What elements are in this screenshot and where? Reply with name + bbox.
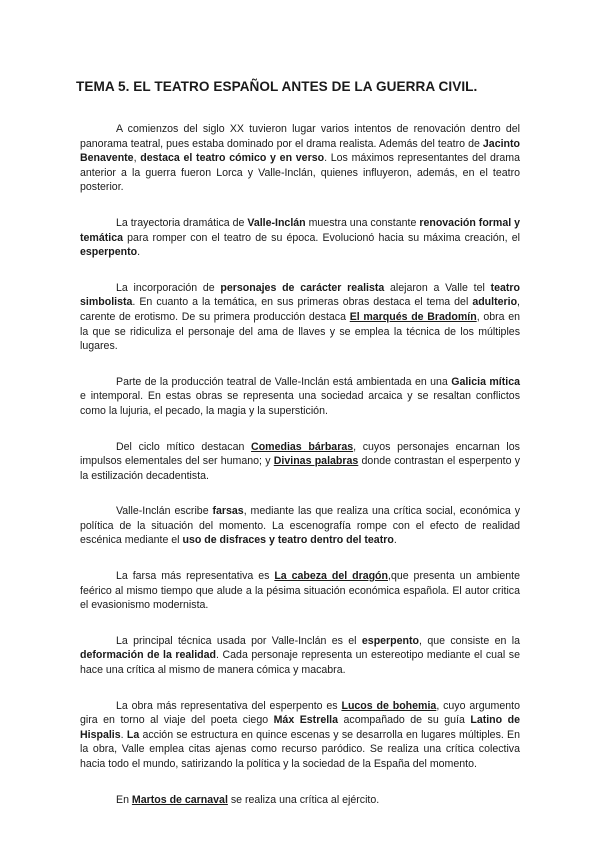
text-run: acompañado de su guía bbox=[338, 714, 471, 727]
key-term: personajes de carácter realista bbox=[220, 281, 385, 294]
key-term: Máx Estrella bbox=[273, 714, 338, 727]
text-run: En bbox=[116, 793, 132, 806]
key-term: Jacinto Benavente bbox=[80, 137, 520, 165]
work-title: Divinas palabras bbox=[273, 455, 359, 468]
text-run: , cuyos personajes encarnan los impulsos elementales del ser humano; y bbox=[80, 440, 520, 468]
text-run: , mediante las que realiza una crítica social, económica y política de la situación del momento. La escenografía rompe con el efecto de realidad escénica mediante el bbox=[80, 505, 520, 547]
key-term: Valle-Inclán bbox=[247, 216, 306, 229]
text-run: . Cada personaje representa un estereotipo mediante el cual se hace una crítica al mismo de manera cómica y macabra. bbox=[80, 649, 520, 677]
key-term: adulterio bbox=[472, 296, 518, 309]
document-title: TEMA 5. EL TEATRO ESPAÑOL ANTES DE LA GUERRA CIVIL. bbox=[76, 79, 478, 94]
text-run: , carente de erotismo. De su primera producción destaca bbox=[80, 296, 520, 323]
text-run: alejaron a Valle tel bbox=[384, 281, 491, 294]
key-term: La bbox=[126, 728, 140, 741]
key-term: destaca el teatro cómico y en verso bbox=[140, 152, 325, 165]
work-title: El marqués de Bradomín bbox=[349, 310, 477, 323]
text-run: . En cuanto a la temática, en sus primeras obras destaca el tema del bbox=[132, 296, 473, 309]
key-term: renovación formal y temática bbox=[80, 216, 521, 244]
paragraph bbox=[80, 504, 520, 548]
key-term: uso de disfraces y teatro dentro del teatro bbox=[182, 534, 394, 547]
text-run: Valle-Inclán escribe bbox=[116, 505, 213, 518]
work-title: La cabeza del dragón bbox=[274, 570, 388, 583]
key-term: Galicia mítica bbox=[451, 375, 520, 388]
work-title: Comedias bárbaras bbox=[251, 440, 354, 453]
text-run: La obra más representativa del esperpento es bbox=[116, 699, 342, 712]
text-run: . Los máximos representantes del drama anterior a la guerra fueron Lorca y Valle-Inclán, quienes influyeron, además, en el teatro posterior. bbox=[80, 152, 520, 194]
text-run: , obra en la que se ridiculiza el personaje del ama de llaves y se emplea la técnica de los múltiples lugares. bbox=[80, 310, 520, 353]
key-term: deformación de la realidad bbox=[80, 649, 217, 662]
work-title: Lucos de bohemia bbox=[341, 699, 437, 712]
text-run: para romper con el teatro de su época. Evolucionó hacia su máxima creación, el bbox=[123, 231, 520, 244]
text-run: e intemporal. En estas obras se representa una sociedad arcaica y se resaltan conflictos como la lujuria, el pecado, la magia y la superstición. bbox=[80, 390, 520, 417]
text-run: Del ciclo mítico destacan bbox=[116, 440, 252, 453]
paragraph bbox=[80, 699, 520, 772]
text-run: , bbox=[133, 152, 141, 165]
paragraph bbox=[80, 122, 520, 195]
key-term: esperpento bbox=[80, 246, 138, 259]
text-run: La trayectoria dramática de bbox=[116, 216, 248, 229]
text-run: se realiza una crítica al ejército. bbox=[227, 793, 380, 806]
paragraph bbox=[80, 281, 520, 354]
paragraph bbox=[80, 569, 520, 613]
text-run: . bbox=[393, 534, 397, 547]
text-run: A comienzos del siglo XX tuvieron lugar varios intentos de renovación dentro del panorama teatral, pues estaba dominado por el drama realista. Además del teatro de bbox=[80, 123, 520, 150]
text-run: . bbox=[137, 246, 141, 259]
text-run: . bbox=[120, 728, 127, 741]
text-run: ,que presenta un ambiente feérico al mismo tiempo que alude a la pésima situación económica española. El autor critica el evasionismo modernista. bbox=[80, 570, 520, 612]
text-run: La principal técnica usada por Valle-Inclán es el bbox=[116, 634, 362, 647]
paragraph bbox=[80, 634, 520, 678]
paragraph bbox=[80, 216, 520, 260]
key-term: esperpento bbox=[361, 634, 420, 647]
text-run: donde contrastan el esperpento y la estilización decadentista. bbox=[80, 455, 521, 482]
key-term: farsas bbox=[212, 505, 244, 518]
paragraph bbox=[80, 793, 520, 808]
text-run: Parte de la producción teatral de Valle-Inclán está ambientada en una bbox=[116, 375, 452, 388]
paragraph bbox=[80, 375, 520, 419]
key-term: Latino de Hispalis bbox=[80, 714, 520, 741]
text-run: , cuyo argumento gira en torno al viaje del poeta ciego bbox=[80, 699, 520, 727]
work-title: Martos de carnaval bbox=[131, 793, 228, 806]
text-run: muestra una constante bbox=[305, 216, 420, 229]
text-run: acción se estructura en quince escenas y se desarrolla en lugares múltiples. En la obra, Valle emplea citas ajenas como recurso paródico. Se realiza una crítica colectiva hacia todo el mundo, satirizando la política y la sociedad de la España del momento. bbox=[80, 728, 521, 770]
key-term: teatro simbolista bbox=[80, 281, 520, 309]
text-run: La incorporación de bbox=[116, 281, 221, 294]
paragraph bbox=[80, 440, 520, 484]
text-run: La farsa más representativa es bbox=[116, 570, 275, 583]
text-run: , que consiste en la bbox=[419, 634, 520, 647]
document-body bbox=[80, 122, 520, 807]
